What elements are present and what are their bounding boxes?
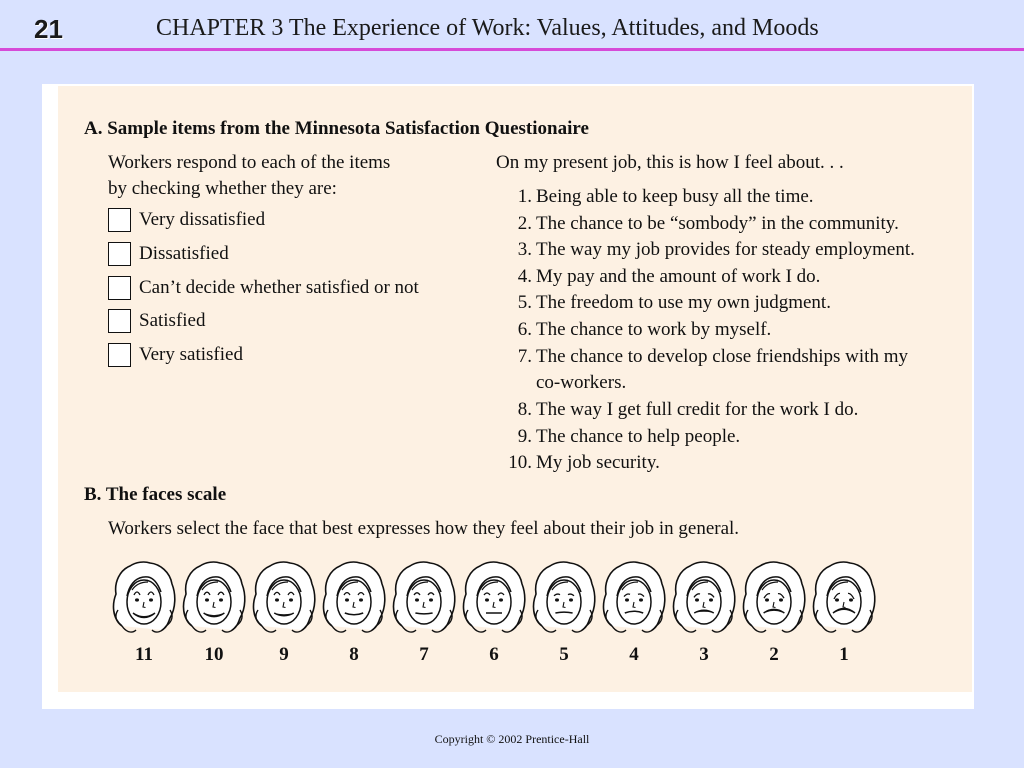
slide-title: CHAPTER 3 The Experience of Work: Values, Attitudes, and Moods bbox=[156, 15, 819, 41]
face-number: 3 bbox=[699, 644, 709, 665]
questionnaire-item bbox=[494, 426, 740, 448]
item-number: 7. bbox=[517, 346, 532, 367]
section-b-heading: B. The faces scale bbox=[84, 484, 227, 505]
face-icon[interactable] bbox=[528, 560, 600, 642]
face-icon[interactable] bbox=[108, 560, 180, 642]
item-text: The chance to work by myself. bbox=[536, 319, 772, 340]
option-label: Dissatisfied bbox=[139, 243, 229, 264]
item-text: The way I get full credit for the work I do. bbox=[536, 399, 859, 420]
face-icon[interactable] bbox=[808, 560, 880, 642]
item-text: My job security. bbox=[536, 452, 660, 473]
face-icon[interactable] bbox=[388, 560, 460, 642]
header-divider bbox=[0, 48, 1024, 51]
face-icon[interactable] bbox=[458, 560, 530, 642]
item-number: 10. bbox=[508, 452, 532, 473]
item-number: 8. bbox=[517, 399, 532, 420]
item-text: The chance to develop close friendships with my bbox=[536, 346, 908, 367]
item-text: The chance to help people. bbox=[536, 426, 741, 447]
items-intro: On my present job, this is how I feel about. . . bbox=[496, 152, 844, 173]
item-text: Being able to keep busy all the time. bbox=[536, 186, 814, 207]
face-icon[interactable] bbox=[178, 560, 250, 642]
face-number: 2 bbox=[769, 644, 779, 665]
option-label: Very satisfied bbox=[139, 344, 243, 365]
figure-frame bbox=[42, 84, 974, 709]
face-number: 1 bbox=[839, 644, 849, 665]
face-icon[interactable] bbox=[738, 560, 810, 642]
questionnaire-item bbox=[494, 319, 771, 341]
face-icon[interactable] bbox=[248, 560, 320, 642]
item-text: The way my job provides for steady employment. bbox=[536, 239, 915, 260]
item-number: 6. bbox=[517, 319, 532, 340]
questionnaire-item bbox=[494, 213, 899, 235]
questionnaire-item bbox=[494, 399, 858, 421]
questionnaire-item bbox=[494, 266, 820, 288]
faces-instruction: Workers select the face that best expresses how they feel about their job in general. bbox=[108, 518, 740, 539]
item-text: co-workers. bbox=[536, 372, 627, 393]
face-icon[interactable] bbox=[668, 560, 740, 642]
item-text: The freedom to use my own judgment. bbox=[536, 292, 831, 313]
option-very-dissatisfied[interactable] bbox=[108, 207, 265, 233]
option-label: Can’t decide whether satisfied or not bbox=[139, 277, 419, 298]
face-number: 9 bbox=[279, 644, 289, 665]
checkbox[interactable] bbox=[108, 343, 131, 367]
item-text: The chance to be “sombody” in the community. bbox=[536, 213, 899, 234]
slide-number: 21 bbox=[34, 14, 63, 44]
item-number: 9. bbox=[517, 426, 532, 447]
instruction-line-2: by checking whether they are: bbox=[108, 178, 337, 199]
face-number: 7 bbox=[419, 644, 429, 665]
option-dissatisfied[interactable] bbox=[108, 241, 229, 267]
questionnaire-item bbox=[494, 452, 660, 474]
face-number: 5 bbox=[559, 644, 569, 665]
questionnaire-item bbox=[494, 186, 814, 208]
questionnaire-item bbox=[494, 346, 908, 368]
option-satisfied[interactable] bbox=[108, 308, 206, 334]
option-label: Very dissatisfied bbox=[139, 209, 266, 230]
face-icon[interactable] bbox=[598, 560, 670, 642]
copyright-notice: Copyright © 2002 Prentice-Hall bbox=[434, 732, 590, 746]
option-very-satisfied[interactable] bbox=[108, 342, 243, 368]
checkbox[interactable] bbox=[108, 208, 131, 232]
questionnaire-item bbox=[494, 239, 915, 261]
item-number: 5. bbox=[517, 292, 532, 313]
instruction-line-1: Workers respond to each of the items bbox=[108, 152, 391, 173]
item-number: 1. bbox=[517, 186, 532, 207]
checkbox[interactable] bbox=[108, 276, 131, 300]
face-number: 6 bbox=[489, 644, 499, 665]
questionnaire-item-continuation bbox=[536, 372, 626, 394]
face-number: 8 bbox=[349, 644, 359, 665]
item-number: 2. bbox=[517, 213, 532, 234]
item-number: 4. bbox=[517, 266, 532, 287]
figure-panel bbox=[58, 86, 972, 692]
face-number: 4 bbox=[629, 644, 639, 665]
option-label: Satisfied bbox=[139, 310, 206, 331]
questionnaire-item bbox=[494, 292, 831, 314]
face-number: 10 bbox=[204, 644, 224, 665]
item-text: My pay and the amount of work I do. bbox=[536, 266, 821, 287]
option-cant-decide[interactable] bbox=[108, 275, 419, 301]
face-icon[interactable] bbox=[318, 560, 390, 642]
checkbox[interactable] bbox=[108, 309, 131, 333]
checkbox[interactable] bbox=[108, 242, 131, 266]
section-a-heading: A. Sample items from the Minnesota Satisfaction Questionaire bbox=[84, 118, 589, 139]
item-number: 3. bbox=[517, 239, 532, 260]
face-number: 11 bbox=[135, 644, 153, 665]
